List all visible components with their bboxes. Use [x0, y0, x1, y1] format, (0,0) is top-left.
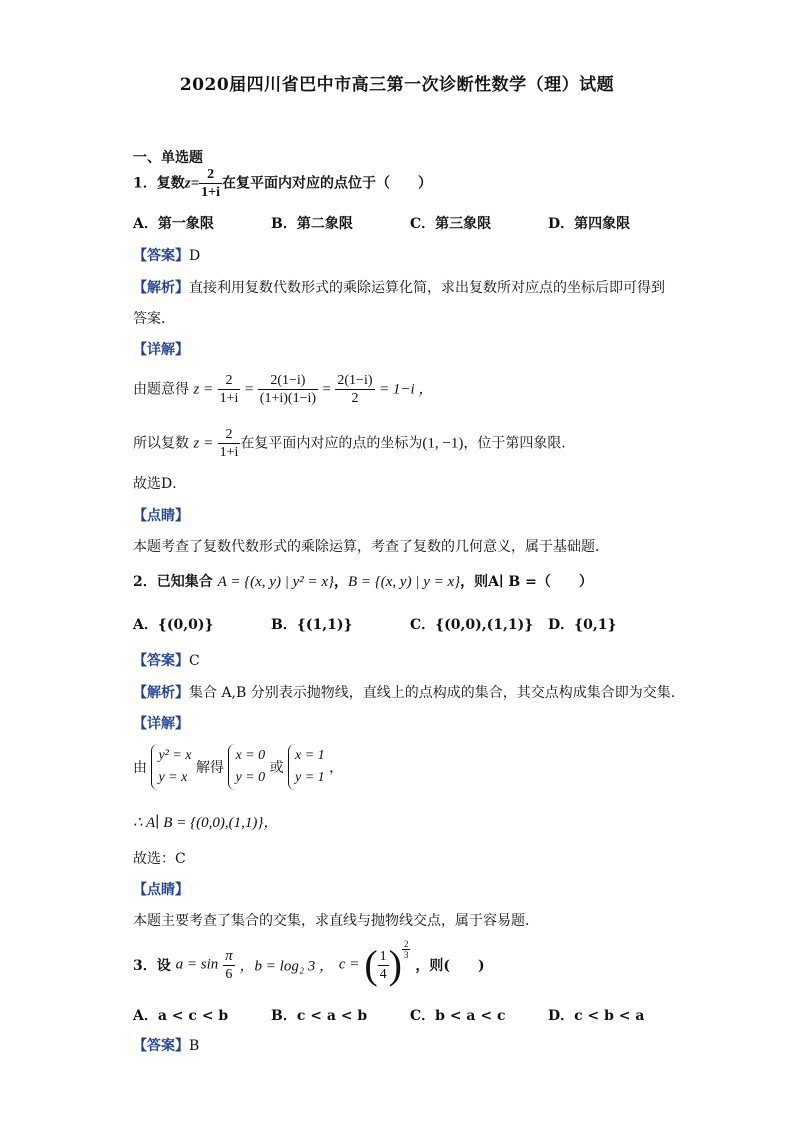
q3-c-num: 1 [379, 948, 387, 964]
q1-f1 [218, 372, 241, 407]
q1-comment-tag: 【点睛】 [133, 508, 189, 524]
q2-comment: 本题主要考查了集合的交集，求直线与抛物线交点，属于容易题. [133, 913, 530, 929]
q3-text: ，则( ) [415, 958, 485, 974]
q2-set-a: A = {(x, y) | y² = x} [217, 574, 334, 590]
q1-answer-value: D [189, 248, 201, 264]
q1-detail-line1 [133, 372, 433, 407]
q1-z-eq: z = [193, 381, 214, 398]
q1-f3-num: 2(1−i) [337, 373, 373, 388]
q1-line2-end: ，位于第四象限． [463, 435, 576, 452]
q2-sys3-b: y = 1 [295, 770, 325, 785]
q2-detail-system [133, 744, 343, 790]
q3-right-paren: ) [388, 942, 402, 987]
q2-comma: ， [334, 574, 348, 590]
q1-point: (1, −1) [422, 435, 464, 452]
q1-detail-prefix: 由题意得 [133, 381, 189, 398]
q3-exponent [402, 939, 411, 960]
q2-answer [133, 650, 200, 670]
q1-number: 1．复数 [133, 175, 185, 192]
q2-solve: 解得 [195, 760, 224, 776]
q1-f2-num: 2(1−i) [258, 372, 318, 390]
q3-a-den: 6 [225, 966, 233, 982]
q1-analysis-line2: 答案． [133, 311, 175, 327]
q2-text: ，则A∣ B =（ ） [460, 574, 593, 590]
q1-detail-line2 [133, 426, 575, 461]
q2-option-b: B．{(1,1)} [271, 617, 353, 633]
q3-option-a: A．a < c < b [133, 1008, 229, 1024]
q2-detail-tag: 【详解】 [133, 716, 189, 732]
q1-comment: 本题考查了复数代数形式的乘除运算，考查了复数的几何意义，属于基础题． [133, 539, 609, 555]
q2-system-1 [151, 744, 191, 790]
q3-a-frac [223, 948, 235, 983]
q3-a-eq: a = sin [175, 956, 219, 973]
q2-answer-value: C [189, 653, 200, 669]
q2-analysis-text: 集合 A,B 分别表示抛物线，直线上的点构成的集合，其交点构成集合即为交集. [189, 685, 676, 701]
q1-f4 [218, 426, 241, 461]
q2-sys3-a: x = 1 [295, 748, 325, 763]
q1-f1-num: 2 [218, 372, 241, 390]
q1-eq-1: = [244, 381, 254, 398]
q1-f4-den: 1+i [219, 445, 239, 460]
q3-number: 3．设 [133, 958, 171, 974]
q1-f3-den: 2 [351, 391, 359, 406]
q3-a-num: π [225, 947, 233, 964]
q1-frac-num: 2 [199, 166, 222, 184]
q3-b-eq: ，b = log₂ 3 ， [239, 958, 335, 975]
q3-answer [133, 1035, 199, 1055]
q2-system-2 [228, 744, 265, 790]
q3-c-frac [378, 948, 389, 983]
q2-conclusion: 故选：C [133, 851, 186, 867]
q1-conclusion: 故选D． [133, 476, 187, 492]
q2-sys2-a: x = 0 [235, 748, 266, 763]
q3-c-eq: c = [338, 956, 360, 973]
q1-frac-den: 1+i [201, 185, 221, 200]
page-title: 2020届四川省巴中市高三第一次诊断性数学（理）试题 [179, 75, 615, 95]
q2-sys-end: ， [329, 760, 344, 776]
q3-option-d: D．c < b < a [548, 1008, 645, 1024]
question-1 [133, 166, 432, 201]
q3-exp-den: 3 [403, 950, 409, 960]
q2-therefore: ∴ A∣ B = {(0,0),(1,1)}， [133, 815, 279, 831]
q1-z-eq-2: z = [193, 435, 214, 452]
q1-f3 [335, 372, 374, 407]
answer-tag: 【答案】 [133, 1038, 189, 1054]
q1-line2-mid: 在复平面内对应的点的坐标为 [240, 435, 423, 452]
q2-system-3 [288, 744, 325, 790]
question-2 [133, 571, 593, 591]
q1-text: 在复平面内对应的点位于（ ） [222, 175, 433, 192]
q3-exp-num: 2 [403, 939, 409, 949]
answer-tag: 【答案】 [133, 653, 189, 669]
analysis-tag: 【解析】 [133, 280, 189, 296]
analysis-tag: 【解析】 [133, 685, 189, 701]
q2-number: 2．已知集合 [133, 574, 213, 590]
q1-analysis-line1: 直接利用复数代数形式的乘除运算化简，求出复数所对应点的坐标后即可得到 [189, 280, 665, 296]
q2-comment-tag: 【点睛】 [133, 882, 189, 898]
q3-option-b: B．c < a < b [271, 1008, 368, 1024]
q3-answer-value: B [189, 1038, 200, 1054]
question-3 [133, 939, 485, 987]
q2-analysis [133, 682, 675, 702]
q1-z: z= [184, 175, 200, 192]
q1-eq-2: = [322, 381, 331, 398]
q3-c-den: 4 [379, 966, 387, 982]
q3-option-c: C．b < a < c [410, 1008, 506, 1024]
q1-f2-den: (1+i)(1−i) [259, 391, 317, 406]
answer-tag: 【答案】 [133, 248, 189, 264]
q2-option-d: D．{0,1} [548, 617, 617, 633]
q2-sys2-b: y = 0 [235, 770, 266, 785]
q1-f1-den: 1+i [219, 391, 239, 406]
section-heading: 一、单选题 [133, 150, 203, 166]
q1-result: = 1−i ， [378, 381, 434, 398]
q1-answer [133, 245, 200, 265]
q1-option-b: B．第二象限 [271, 216, 353, 232]
q1-option-c: C．第三象限 [410, 216, 492, 232]
q2-option-c: C．{(0,0),(1,1)} [410, 617, 534, 633]
q2-option-a: A．{(0,0)} [133, 617, 214, 633]
q1-f2 [258, 372, 318, 407]
q1-line2-prefix: 所以复数 [133, 435, 189, 452]
q2-sys1-b: y = x [158, 770, 188, 785]
q3-left-paren: ( [364, 942, 378, 987]
q1-option-d: D．第四象限 [548, 216, 631, 232]
q1-analysis [133, 277, 665, 297]
q2-or: 或 [269, 760, 284, 776]
q1-detail-tag: 【详解】 [133, 342, 189, 358]
q2-sys1-a: y² = x [158, 748, 192, 763]
q2-set-b: B = {(x, y) | y = x} [348, 574, 461, 590]
q1-f4-num: 2 [218, 426, 241, 444]
q1-option-a: A．第一象限 [133, 216, 214, 232]
q1-fraction [199, 166, 222, 201]
q2-detail-from: 由 [133, 760, 147, 776]
